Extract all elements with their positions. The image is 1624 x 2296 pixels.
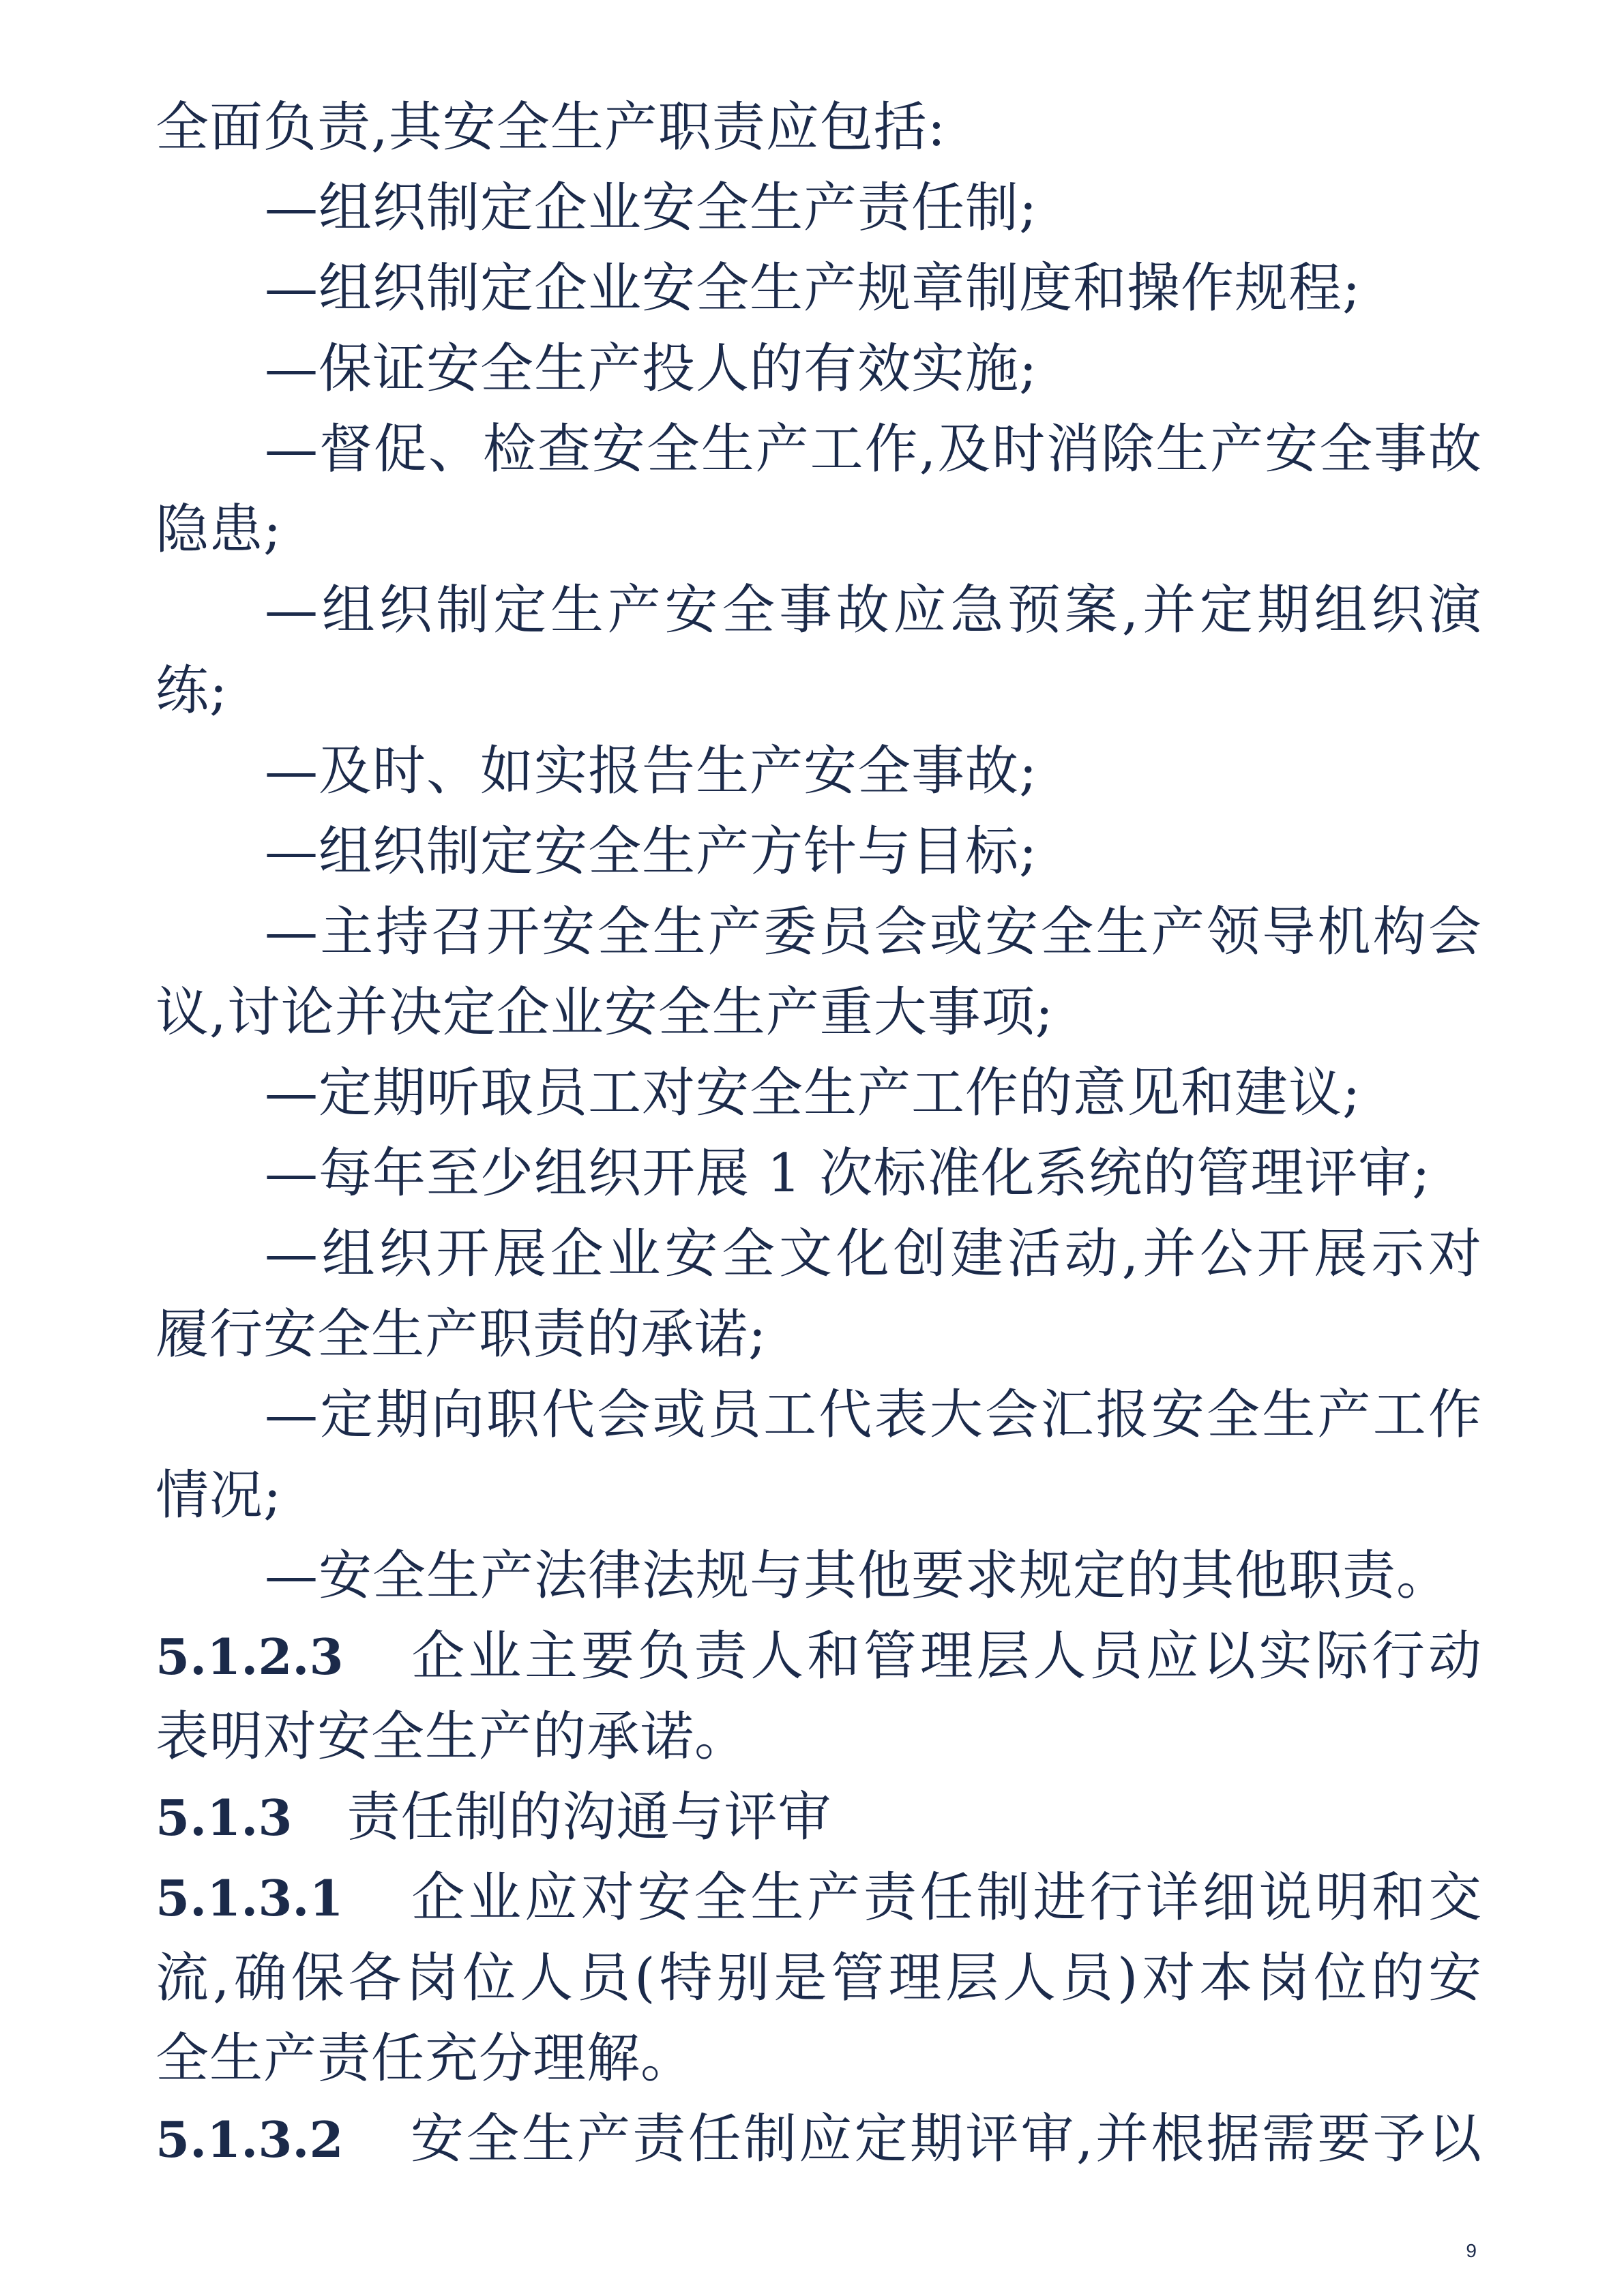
text-line: 全生产责任充分理解。	[156, 2028, 695, 2089]
duty-list-item: —定期听取员工对安全生产工作的意见和建议;	[265, 1062, 1361, 1124]
duty-list-item: —及时、如实报告生产安全事故;	[265, 741, 1038, 802]
clause-number: 5.1.3.2	[156, 2111, 344, 2168]
duty-list-item: —每年至少组织开展 1 次标准化系统的管理评审;	[265, 1143, 1431, 1204]
duty-list-item: —主持召开安全生产委员会或安全生产领导机构会	[265, 901, 1482, 963]
text-line: 表明对安全生产的承诺。	[156, 1706, 749, 1768]
clause-text: 企业主要负责人和管理层人员应以实际行动	[409, 1626, 1482, 1687]
section-title: 责任制的沟通与评审	[346, 1787, 832, 1848]
duty-list-item: —安全生产法律法规与其他要求规定的其他职责。	[265, 1545, 1451, 1607]
clause-number: 5.1.3.1	[156, 1869, 344, 1927]
text-line: 全面负责,其安全生产职责应包括:	[156, 97, 947, 158]
body-text	[156, 87, 1482, 2179]
text-line: 流,确保各岗位人员(特别是管理层人员)对本岗位的安	[156, 1948, 1482, 2009]
duty-list-item: —定期向职代会或员工代表大会汇报安全生产工作	[265, 1384, 1482, 1446]
text-line: 隐患;	[156, 499, 282, 561]
text-line: 议,讨论并决定企业安全生产重大事项;	[156, 982, 1054, 1043]
duty-list-item: —组织制定企业安全生产责任制;	[265, 177, 1038, 239]
text-line: 练;	[156, 660, 228, 721]
clause-5-1-2-3	[156, 1616, 1482, 1697]
duty-list-item: —组织开展企业安全文化创建活动,并公开展示对	[265, 1223, 1482, 1285]
duty-list-item: —组织制定生产安全事故应急预案,并定期组织演	[265, 580, 1482, 641]
duty-list-item: —督促、检查安全生产工作,及时消除生产安全事故	[265, 419, 1482, 480]
text-line: 履行安全生产职责的承诺;	[156, 1304, 767, 1365]
clause-text: 安全生产责任制应定期评审,并根据需要予以	[409, 2108, 1482, 2170]
duty-list-item: —保证安全生产投人的有效实施;	[265, 338, 1038, 400]
clause-5-1-3-1	[156, 1858, 1482, 1938]
clause-5-1-3-2	[156, 2099, 1482, 2179]
section-number: 5.1.3	[156, 1789, 293, 1847]
duty-list-item: —组织制定企业安全生产规章制度和操作规程;	[265, 258, 1361, 319]
page-number: 9	[1466, 2240, 1477, 2261]
clause-text: 企业应对安全生产责任制进行详细说明和交	[409, 1867, 1482, 1928]
clause-number: 5.1.2.3	[156, 1628, 344, 1686]
section-heading-5-1-3	[156, 1777, 1482, 1858]
text-line: 情况;	[156, 1465, 282, 1526]
duty-list-item: —组织制定安全生产方针与目标;	[265, 821, 1038, 882]
